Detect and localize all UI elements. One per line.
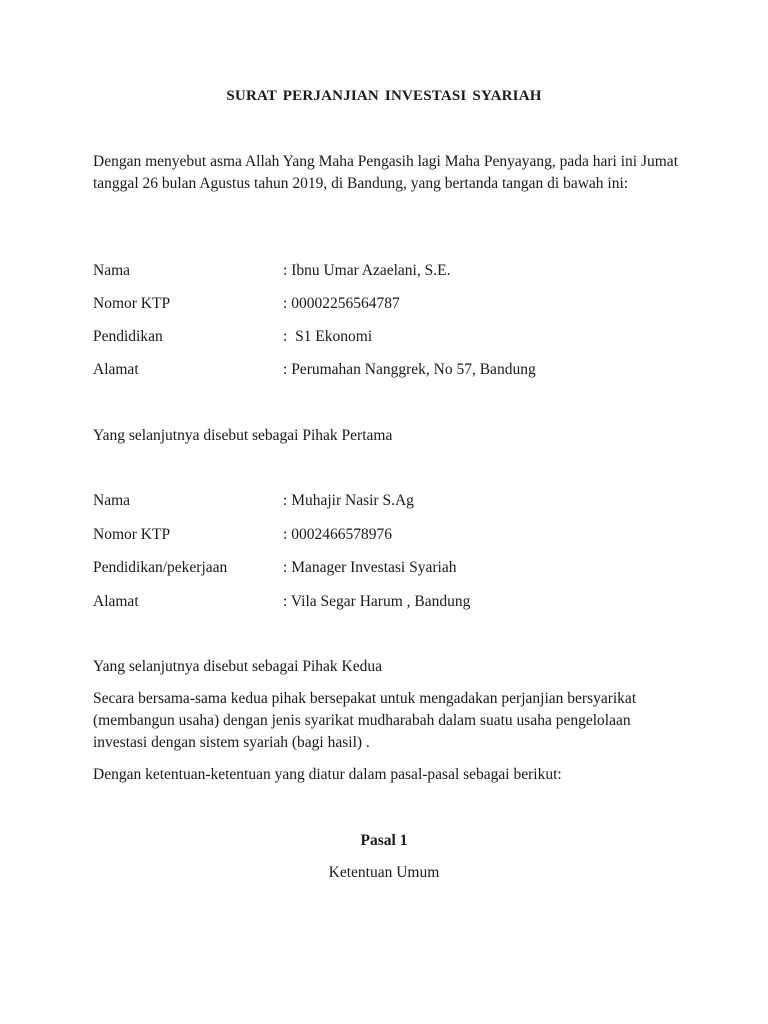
party2-address-value: : Vila Segar Harum , Bandung bbox=[283, 591, 470, 613]
agreement-paragraph: Secara bersama-sama kedua pihak bersepakat untuk mengadakan perjanjian bersyarikat (membangun usaha) dengan jenis syarikat mudharabah dalam suatu usaha pengelolaan investasi dengan sistem syariah (bagi hasil) . bbox=[93, 690, 637, 751]
article-heading: Ketentuan Umum bbox=[328, 864, 440, 881]
party2-row-ktp bbox=[93, 524, 693, 546]
party1-designation: Yang selanjutnya disebut sebagai Pihak Pertama bbox=[93, 427, 393, 444]
party1-ktp-value: : 00002256564787 bbox=[283, 293, 400, 315]
party2-row-address bbox=[93, 591, 693, 613]
party1-name-value: : Ibnu Umar Azaelani, S.E. bbox=[283, 260, 450, 282]
document-title: SURAT PERJANJIAN INVESTASI SYARIAH bbox=[226, 88, 542, 104]
opening-paragraph: Dengan menyebut asma Allah Yang Maha Pengasih lagi Maha Penyayang, pada hari ini Jumat tanggal 26 bulan Agustus tahun 2019, di Bandung, yang bertanda tangan di bawah ini: bbox=[93, 153, 678, 192]
party1-row-education bbox=[93, 326, 693, 348]
party2-occupation-label: Pendidikan/pekerjaan bbox=[93, 559, 228, 576]
party1-education-label: Pendidikan bbox=[93, 328, 163, 345]
party2-occupation-value: : Manager Investasi Syariah bbox=[283, 557, 456, 579]
party1-name-label: Nama bbox=[93, 262, 131, 279]
party2-ktp-value: : 0002466578976 bbox=[283, 524, 392, 546]
party2-designation: Yang selanjutnya disebut sebagai Pihak Kedua bbox=[93, 658, 382, 675]
party1-row-ktp bbox=[93, 293, 693, 315]
party2-row-occupation bbox=[93, 557, 693, 579]
party1-address-value: : Perumahan Nanggrek, No 57, Bandung bbox=[283, 359, 536, 381]
party2-name-value: : Muhajir Nasir S.Ag bbox=[283, 490, 414, 512]
provisions-intro: Dengan ketentuan-ketentuan yang diatur dalam pasal-pasal sebagai berikut: bbox=[93, 766, 562, 783]
party1-row-address bbox=[93, 359, 693, 381]
party1-ktp-label: Nomor KTP bbox=[93, 295, 171, 312]
party1-row-name bbox=[93, 260, 693, 282]
party1-address-label: Alamat bbox=[93, 361, 139, 378]
party2-name-label: Nama bbox=[93, 492, 131, 509]
party2-address-label: Alamat bbox=[93, 593, 139, 610]
article-number: Pasal 1 bbox=[360, 832, 408, 849]
party2-ktp-label: Nomor KTP bbox=[93, 526, 171, 543]
party2-row-name bbox=[93, 490, 693, 512]
party1-education-value: : S1 Ekonomi bbox=[283, 326, 372, 348]
